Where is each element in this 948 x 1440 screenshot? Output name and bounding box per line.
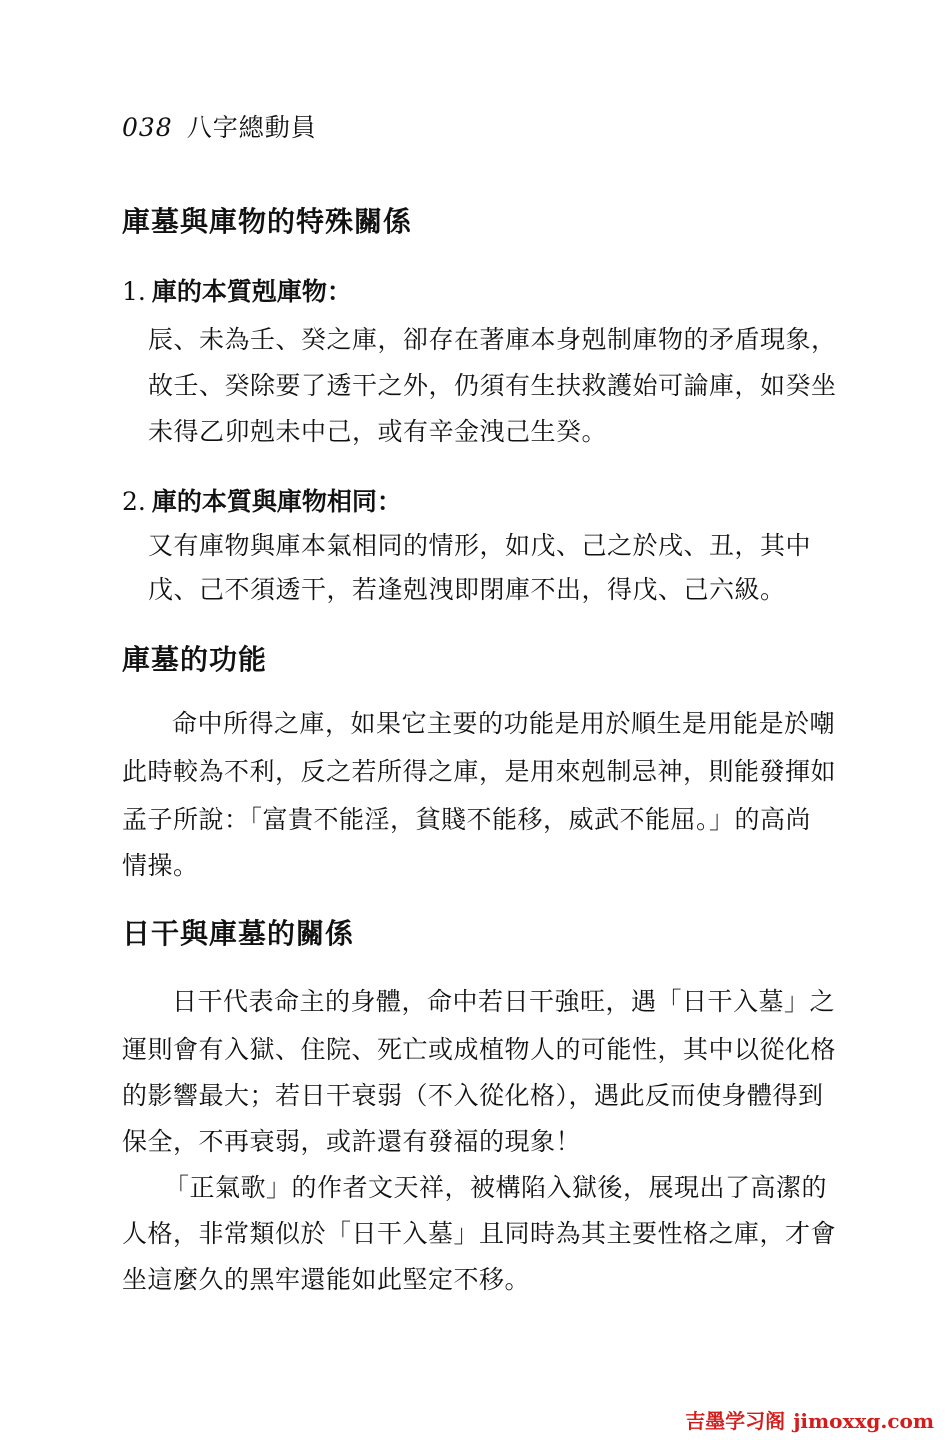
paragraph-line: 此時較為不利，反之若所得之庫，是用來剋制忌神，則能發揮如 bbox=[122, 757, 837, 786]
section-heading-special-relation: 庫墓與庫物的特殊關係 bbox=[122, 205, 413, 238]
book-title: 八字總動員 bbox=[186, 113, 317, 142]
item-2-line: 戊、己不須透干，若逢剋洩即閉庫不出，得戊、己六級。 bbox=[148, 575, 786, 604]
running-header bbox=[122, 108, 317, 144]
paragraph-line: 「正氣歌」的作者文天祥，被構陷入獄後，展現出了高潔的 bbox=[164, 1173, 828, 1202]
section-heading-function: 庫墓的功能 bbox=[122, 643, 268, 676]
paragraph-line: 運則會有入獄、住院、死亡或成植物人的可能性，其中以從化格 bbox=[122, 1035, 837, 1064]
item-1-number: 1. bbox=[122, 277, 146, 306]
page-number: 038 bbox=[122, 113, 173, 142]
paragraph-line: 孟子所說：「富貴不能淫，貧賤不能移，威武不能屈。」的高尚 bbox=[122, 805, 812, 834]
item-2-number: 2. bbox=[122, 487, 146, 516]
item-1-line: 辰、未為壬、癸之庫，卻存在著庫本身剋制庫物的矛盾現象， bbox=[148, 325, 837, 354]
paragraph-line: 日干代表命主的身體，命中若日干強旺，遇「日干入墓」之 bbox=[172, 987, 836, 1016]
item-2-title bbox=[122, 482, 402, 518]
paragraph-line: 保全，不再衰弱，或許還有發福的現象！ bbox=[122, 1127, 582, 1156]
item-1-heading: 庫的本質剋庫物： bbox=[151, 277, 352, 306]
watermark-site-name: 吉墨学习阁 bbox=[685, 1409, 786, 1433]
item-2-line: 又有庫物與庫本氣相同的情形，如戊、己之於戌、丑，其中 bbox=[148, 531, 812, 560]
paragraph-line: 情操。 bbox=[122, 851, 199, 880]
paragraph-line: 的影響最大；若日干衰弱（不入從化格），遇此反而使身體得到 bbox=[122, 1081, 824, 1110]
item-1-title bbox=[122, 272, 352, 308]
item-2-heading: 庫的本質與庫物相同： bbox=[151, 487, 402, 516]
item-1-line: 未得乙卯剋未中己，或有辛金洩己生癸。 bbox=[148, 417, 608, 446]
watermark-url: jimoxxg.com bbox=[793, 1409, 934, 1433]
item-1-line: 故壬、癸除要了透干之外，仍須有生扶救護始可論庫，如癸坐 bbox=[148, 371, 837, 400]
watermark bbox=[685, 1405, 934, 1434]
paragraph-line: 命中所得之庫，如果它主要的功能是用於順生是用能是於嘲 bbox=[172, 709, 836, 738]
paragraph-line: 坐這麼久的黑牢還能如此堅定不移。 bbox=[122, 1265, 531, 1294]
section-heading-daygan: 日干與庫墓的關係 bbox=[122, 917, 355, 950]
paragraph-line: 人格，非常類似於「日干入墓」且同時為其主要性格之庫，才會 bbox=[122, 1219, 837, 1248]
